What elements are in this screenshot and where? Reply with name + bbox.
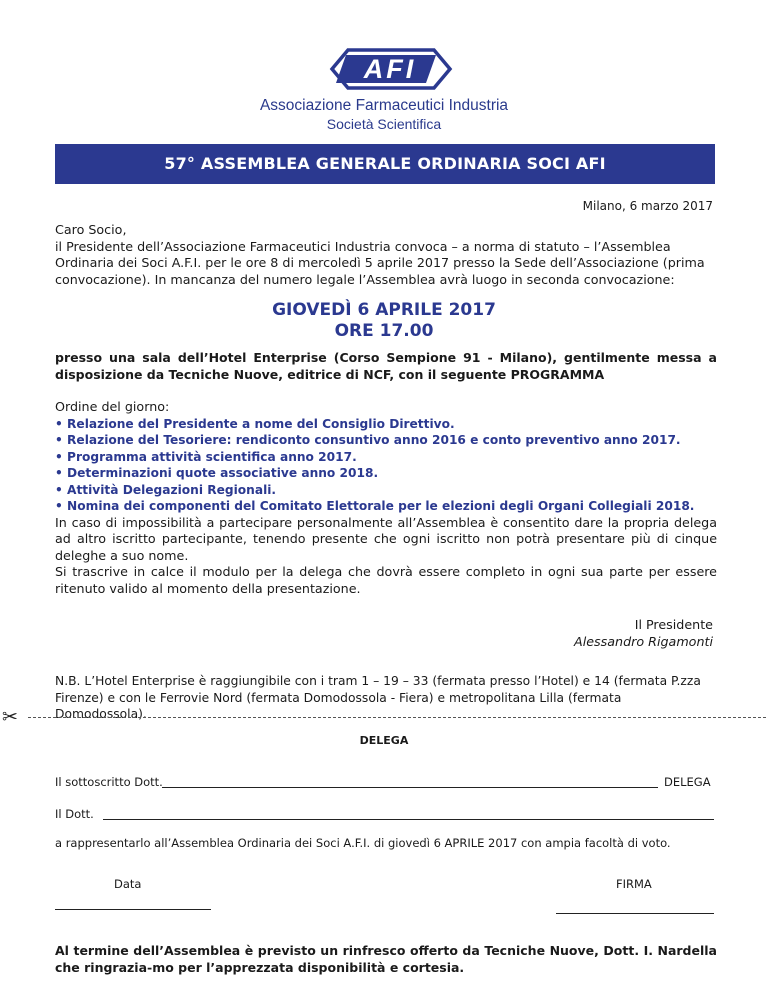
venue-text: presso una sala dell’Hotel Enterprise (Corso Sempione 91 - Milano), gentilmente messa a disposizione da Tecniche Nuove, editrice di NCF, con il seguente PROGRAMMA — [55, 350, 717, 382]
organization-name: Associazione Farmaceutici Industria — [259, 97, 509, 114]
delega-word: DELEGA — [664, 775, 711, 789]
intro-text: il Presidente dell’Associazione Farmaceutici Industria convoca – a norma di statuto – l’Assemblea Ordinaria dei Soci A.F.I. per le ore 8 di mercoledì 5 aprile 2017 presso la Sede dell’Associazione (prima convocazione). In mancanza del numero legale l’Assemblea avrà luogo in seconda convocazione: — [55, 238, 705, 287]
agenda-item: • Relazione del Tesoriere: rendiconto consuntivo anno 2016 e conto preventivo anno 2017. — [55, 432, 717, 449]
proxy-note: In caso di impossibilità a partecipare personalmente all’Assemblea è consentito dare la propria delega ad altro iscritto partecipante, tenendo presente che ogni iscritto non potrà presentare più di cinque deleghe a suo nome. — [55, 514, 717, 563]
intro-paragraph — [55, 222, 717, 288]
signature-field[interactable] — [556, 913, 714, 914]
place-date: Milano, 6 marzo 2017 — [582, 199, 713, 213]
agenda-list — [55, 416, 717, 515]
event-time: ORE 17.00 — [334, 321, 434, 341]
agenda-item: • Attività Delegazioni Regionali. — [55, 482, 717, 499]
date-label: Data — [114, 877, 142, 891]
cut-line — [28, 717, 766, 718]
afi-logo — [322, 47, 460, 91]
event-date: GIOVEDÌ 6 APRILE 2017 — [272, 300, 496, 320]
dott-label: Il Dott. — [55, 807, 94, 821]
undersigned-name-field[interactable] — [162, 787, 658, 788]
president-signature — [574, 616, 713, 650]
event-datetime — [0, 300, 768, 342]
closing-note: Al termine dell’Assemblea è previsto un rinfresco offerto da Tecniche Nuove, Dott. I. Nardella che ringrazia-mo per l’apprezzata disponibilità e cortesia. — [55, 943, 717, 975]
greeting: Caro Socio, — [55, 222, 127, 237]
organization-subtitle: Società Scientifica — [326, 116, 442, 132]
assembly-banner: 57° ASSEMBLEA GENERALE ORDINARIA SOCI AFI — [55, 144, 715, 184]
agenda-item: • Nomina dei componenti del Comitato Elettorale per le elezioni degli Organi Collegiali 2018. — [55, 498, 717, 515]
signature-name: Alessandro Rigamonti — [574, 634, 713, 649]
signature-title: Il Presidente — [634, 617, 713, 632]
scissors-icon: ✂ — [2, 706, 18, 728]
agenda-heading: Ordine del giorno: — [55, 399, 170, 414]
agenda-item: • Programma attività scientifica anno 2017. — [55, 449, 717, 466]
agenda-item: • Relazione del Presidente a nome del Consiglio Direttivo. — [55, 416, 717, 433]
agenda-item: • Determinazioni quote associative anno 2018. — [55, 465, 717, 482]
nb-note: N.B. L’Hotel Enterprise è raggiungibile con i tram 1 – 19 – 33 (fermata presso l’Hotel) e 14 (fermata P.zza Firenze) e con le Ferrovie Nord (fermata Domodossola - Fiera) e metropolitana Lilla (fermata Domodossola). — [55, 674, 701, 721]
signature-label: FIRMA — [616, 877, 652, 891]
form-statement: a rappresentarlo all’Assemblea Ordinaria dei Soci A.F.I. di giovedì 6 APRILE 2017 con ampia facoltà di voto. — [55, 836, 671, 850]
delegate-name-field[interactable] — [103, 819, 714, 820]
date-field[interactable] — [55, 909, 211, 910]
logo-wordmark: AFI — [363, 54, 417, 84]
undersigned-label: Il sottoscritto Dott. — [55, 775, 163, 789]
agenda — [55, 399, 717, 597]
form-title: DELEGA — [359, 734, 409, 747]
form-note: Si trascrive in calce il modulo per la delega che dovrà essere completo in ogni sua parte per essere ritenuto valido al momento della presentazione. — [55, 564, 717, 596]
